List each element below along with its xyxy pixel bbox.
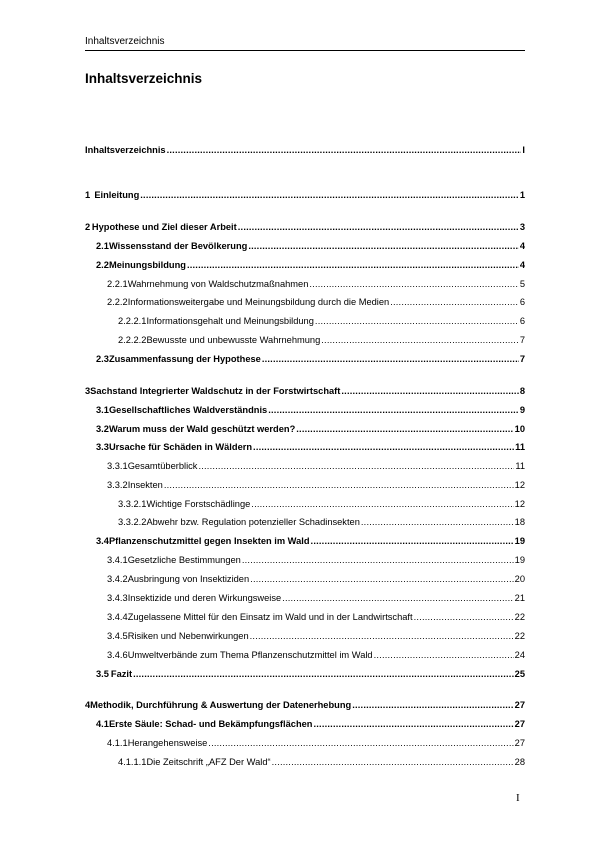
- toc-number: 3: [85, 386, 91, 396]
- toc-entry[interactable]: [96, 535, 525, 547]
- toc-dot-leader: [296, 423, 513, 435]
- toc-entry[interactable]: [96, 718, 525, 730]
- toc-page-number: 12: [514, 499, 525, 509]
- toc-title: Informationsgehalt und Meinungsbildung: [146, 316, 314, 326]
- toc-page-number: 24: [514, 650, 525, 660]
- toc-dot-leader: [309, 278, 518, 290]
- toc-number: 2.2.1: [107, 279, 128, 289]
- toc-number: 3.4.5: [107, 631, 128, 641]
- toc-page-number: 8: [519, 386, 525, 396]
- toc-dot-leader: [352, 699, 513, 711]
- toc-dot-leader: [341, 385, 518, 397]
- toc-number: 4.1: [96, 719, 109, 729]
- toc-entry[interactable]: [118, 498, 525, 510]
- toc-dot-leader: [272, 756, 514, 768]
- toc-title: Erste Säule: Schad- und Bekämpfungsflächen: [108, 719, 313, 729]
- header-rule: [85, 50, 525, 51]
- toc-entry[interactable]: [107, 737, 525, 749]
- toc-page-number: 27: [514, 700, 525, 710]
- toc-title: Insekten: [127, 480, 163, 490]
- toc-dot-leader: [262, 353, 519, 365]
- toc-number: 3.3.2: [107, 480, 128, 490]
- toc-page-number: 20: [514, 574, 525, 584]
- toc-page-number: 18: [514, 517, 525, 527]
- toc-dot-leader: [282, 592, 513, 604]
- toc-entry[interactable]: [118, 756, 525, 768]
- toc-entry[interactable]: [96, 423, 525, 435]
- toc-title: Sachstand Integrierter Waldschutz in der Forstwirtschaft: [90, 386, 341, 396]
- toc-dot-leader: [187, 259, 519, 271]
- toc-number: 2.2.2: [107, 297, 128, 307]
- toc-title: Zusammenfassung der Hypothese: [108, 354, 261, 364]
- toc-entry[interactable]: [96, 441, 525, 453]
- toc-title: Warum muss der Wald geschützt werden?: [108, 424, 296, 434]
- toc-number: 2: [85, 222, 91, 232]
- toc-dot-leader: [140, 189, 519, 201]
- toc-page-number: 9: [519, 405, 525, 415]
- toc-entry[interactable]: [96, 404, 525, 416]
- toc-page-number: 4: [519, 260, 525, 270]
- toc-title: Inhaltsverzeichnis: [85, 145, 166, 155]
- toc-entry[interactable]: [107, 573, 525, 585]
- toc-entry[interactable]: [85, 221, 525, 233]
- toc-page-number: 6: [519, 316, 525, 326]
- toc-title: Die Zeitschrift „AFZ Der Wald“: [146, 757, 271, 767]
- toc-entry[interactable]: [85, 144, 525, 156]
- toc-dot-leader: [248, 240, 519, 252]
- toc-number: 2.3: [96, 354, 109, 364]
- toc-entry[interactable]: [96, 353, 525, 365]
- toc-number: 3.5: [96, 669, 109, 679]
- toc-page-number: 11: [515, 442, 525, 452]
- toc-entry[interactable]: [96, 240, 525, 252]
- toc-page-number: 27: [514, 719, 525, 729]
- toc-entry[interactable]: [107, 611, 525, 623]
- toc-page-number: 6: [519, 297, 525, 307]
- toc-page-number: 19: [514, 555, 525, 565]
- toc-entry[interactable]: [107, 296, 525, 308]
- toc-number: 3.4: [96, 536, 109, 546]
- toc-title: Hypothese und Ziel dieser Arbeit: [91, 222, 237, 232]
- toc-page-number: 12: [514, 480, 525, 490]
- toc-title: Risiken und Nebenwirkungen: [127, 631, 249, 641]
- toc-number: 3.4.4: [107, 612, 128, 622]
- toc-number: 3.3.2.2: [118, 517, 147, 527]
- toc-title: Zugelassene Mittel für den Einsatz im Wald und in der Landwirtschaft: [127, 612, 413, 622]
- toc-number: 3.1: [96, 405, 109, 415]
- toc-entry[interactable]: [107, 630, 525, 642]
- page-heading: Inhaltsverzeichnis: [85, 71, 203, 86]
- toc-entry[interactable]: [107, 460, 525, 472]
- toc-page-number: 21: [514, 593, 525, 603]
- toc-number: 3.3.2.1: [118, 499, 147, 509]
- toc-number: 3.4.1: [107, 555, 128, 565]
- toc-entry[interactable]: [107, 479, 525, 491]
- toc-title: Herangehensweise: [127, 738, 208, 748]
- toc-number: 4.1.1.1: [118, 757, 147, 767]
- toc-number: 2.2.2.1: [118, 316, 147, 326]
- toc-number: 3.3.1: [107, 461, 128, 471]
- toc-title: Wichtige Forstschädlinge: [146, 499, 251, 509]
- toc-number: 3.2: [96, 424, 109, 434]
- toc-number: 3.4.3: [107, 593, 128, 603]
- toc-dot-leader: [253, 441, 514, 453]
- toc-dot-leader: [164, 479, 514, 491]
- toc-page-number: 27: [514, 738, 525, 748]
- page-number: I: [516, 792, 520, 804]
- toc-number: 4.1.1: [107, 738, 128, 748]
- toc-dot-leader: [374, 649, 514, 661]
- toc-dot-leader: [251, 498, 513, 510]
- toc-dot-leader: [414, 611, 514, 623]
- toc-entry[interactable]: [85, 189, 525, 201]
- toc-title: Wahrnehmung von Waldschutzmaßnahmen: [127, 279, 309, 289]
- toc-number: 4: [85, 700, 91, 710]
- toc-number: 3.4.2: [107, 574, 128, 584]
- toc-entry[interactable]: [107, 554, 525, 566]
- toc-number: 2.1: [96, 241, 109, 251]
- toc-dot-leader: [268, 404, 519, 416]
- toc-title: Meinungsbildung: [108, 260, 186, 270]
- toc-page-number: 7: [519, 354, 525, 364]
- toc-entry[interactable]: [107, 278, 525, 290]
- toc-dot-leader: [208, 737, 513, 749]
- running-header: Inhaltsverzeichnis: [85, 36, 165, 47]
- toc-entry[interactable]: [118, 334, 525, 346]
- toc-title: Einleitung: [94, 190, 140, 200]
- toc-dot-leader: [238, 221, 519, 233]
- toc-number: 2.2: [96, 260, 109, 270]
- toc-page-number: 1: [519, 190, 525, 200]
- toc-dot-leader: [167, 144, 522, 156]
- toc-entry[interactable]: [96, 668, 525, 680]
- toc-title: Methodik, Durchführung & Auswertung der Datenerhebung: [90, 700, 352, 710]
- toc-page-number: 28: [514, 757, 525, 767]
- toc-dot-leader: [313, 718, 513, 730]
- toc-title: Ausbringung von Insektiziden: [127, 574, 250, 584]
- toc-page-number: I: [522, 145, 525, 155]
- toc-title: Pflanzenschutzmittel gegen Insekten im Wald: [108, 536, 310, 546]
- toc-page-number: 11: [515, 461, 525, 471]
- toc-title: Umweltverbände zum Thema Pflanzenschutzmittel im Wald: [127, 650, 373, 660]
- toc-title: Bewusste und unbewusste Wahrnehmung: [146, 335, 321, 345]
- toc-dot-leader: [242, 554, 514, 566]
- toc-page-number: 5: [519, 279, 525, 289]
- toc-title: Abwehr bzw. Regulation potenzieller Schadinsekten: [146, 517, 360, 527]
- toc-dot-leader: [250, 630, 514, 642]
- toc-number: 1: [85, 190, 91, 200]
- toc-page-number: 10: [514, 424, 525, 434]
- toc-entry[interactable]: [85, 699, 525, 711]
- toc-number: 3.3: [96, 442, 109, 452]
- toc-dot-leader: [361, 516, 514, 528]
- toc-title: Gesamtüberblick: [127, 461, 198, 471]
- toc-page-number: 22: [514, 612, 525, 622]
- toc-page-number: 25: [514, 669, 525, 679]
- toc-dot-leader: [321, 334, 519, 346]
- toc-entry[interactable]: [85, 385, 525, 397]
- toc-page-number: 22: [514, 631, 525, 641]
- toc-title: Insektizide und deren Wirkungsweise: [127, 593, 282, 603]
- toc-number: 3.4.6: [107, 650, 128, 660]
- toc-title: Ursache für Schäden in Wäldern: [108, 442, 253, 452]
- toc-title: Gesetzliche Bestimmungen: [127, 555, 241, 565]
- toc-page-number: 4: [519, 241, 525, 251]
- toc-entry[interactable]: [107, 592, 525, 604]
- toc-title: Gesellschaftliches Waldverständnis: [108, 405, 268, 415]
- toc-number: 2.2.2.2: [118, 335, 147, 345]
- toc-dot-leader: [311, 535, 514, 547]
- toc-page-number: 19: [514, 536, 525, 546]
- toc-title: Informationsweitergabe und Meinungsbildung durch die Medien: [127, 297, 390, 307]
- toc-entry[interactable]: [96, 259, 525, 271]
- toc-entry[interactable]: [118, 516, 525, 528]
- toc-page-number: 7: [519, 335, 525, 345]
- toc-dot-leader: [390, 296, 519, 308]
- toc-dot-leader: [250, 573, 514, 585]
- toc-entry[interactable]: [107, 649, 525, 661]
- toc-dot-leader: [133, 668, 514, 680]
- toc-dot-leader: [315, 315, 519, 327]
- toc-page-number: 3: [519, 222, 525, 232]
- toc-title: Wissensstand der Bevölkerung: [108, 241, 248, 251]
- toc-entry[interactable]: [118, 315, 525, 327]
- toc-title: Fazit: [110, 669, 133, 679]
- toc-dot-leader: [198, 460, 514, 472]
